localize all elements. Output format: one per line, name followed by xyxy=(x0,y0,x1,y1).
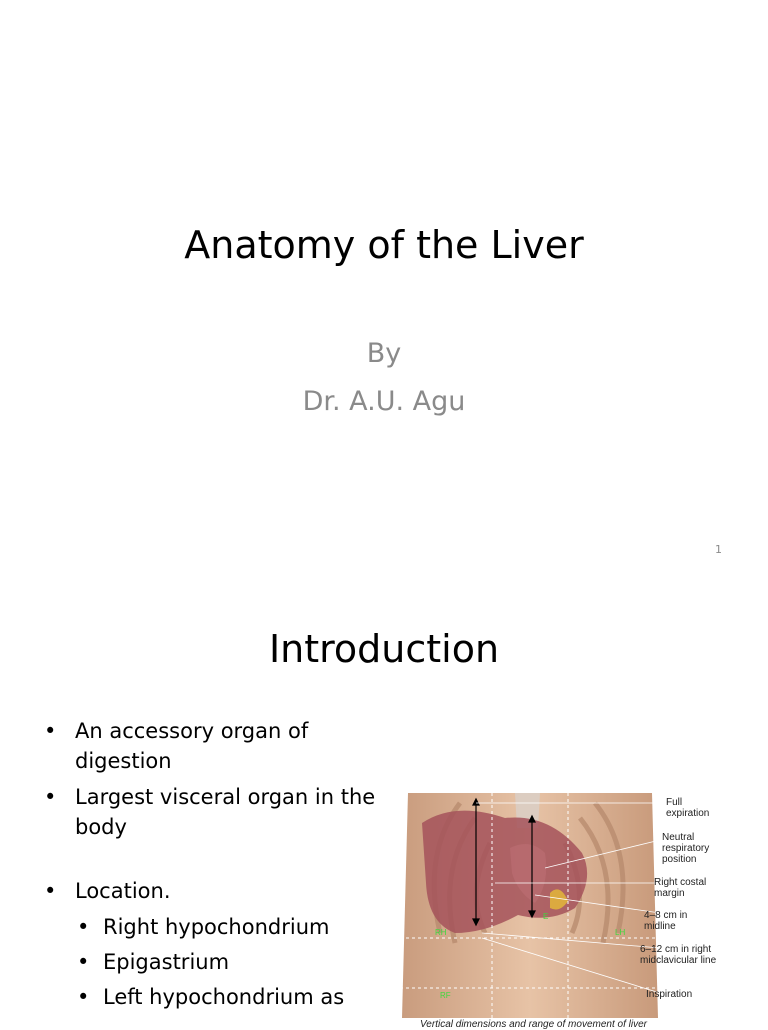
liver-figure xyxy=(400,783,730,1030)
torso-drawing xyxy=(400,783,660,1018)
sub-bullet-item: • Epigastrium xyxy=(77,947,384,977)
bullet-item: • Location. xyxy=(44,876,384,906)
region-label: LH xyxy=(615,928,626,937)
figure-label-full-expiration: Full expiration xyxy=(666,797,710,819)
figure-label-neutral-position: Neutral respiratory position xyxy=(662,832,710,865)
introduction-slide xyxy=(0,576,768,1030)
figure-label-costal-margin: Right costal margin xyxy=(654,877,707,899)
figure-label-inspiration: Inspiration xyxy=(646,989,693,1000)
page-number: 1 xyxy=(715,543,722,556)
bullet-item: • An accessory organ of digestion xyxy=(44,716,384,776)
sub-bullet-item: • Left hypochondrium as xyxy=(77,982,384,1012)
region-label: RH xyxy=(435,928,447,937)
figure-label-midline: 4–8 cm in midline xyxy=(644,910,688,932)
figure-caption: Vertical dimensions and range of movement of liver xyxy=(420,1019,647,1030)
sub-bullet-item: • Right hypochondrium xyxy=(77,912,384,942)
region-label: RF xyxy=(440,991,451,1000)
region-label: E xyxy=(543,912,549,921)
slide-title: Anatomy of the Liver xyxy=(184,223,584,267)
figure-label-midclavicular: 6–12 cm in right midclavicular line xyxy=(640,944,717,966)
bullet-list xyxy=(44,716,384,1017)
torso-illustration xyxy=(400,783,660,1018)
bullet-item: • Largest visceral organ in the body xyxy=(44,782,384,842)
author-name: Dr. A.U. Agu xyxy=(302,386,466,417)
slide-title: Introduction xyxy=(268,627,500,671)
byline: By xyxy=(366,338,402,369)
